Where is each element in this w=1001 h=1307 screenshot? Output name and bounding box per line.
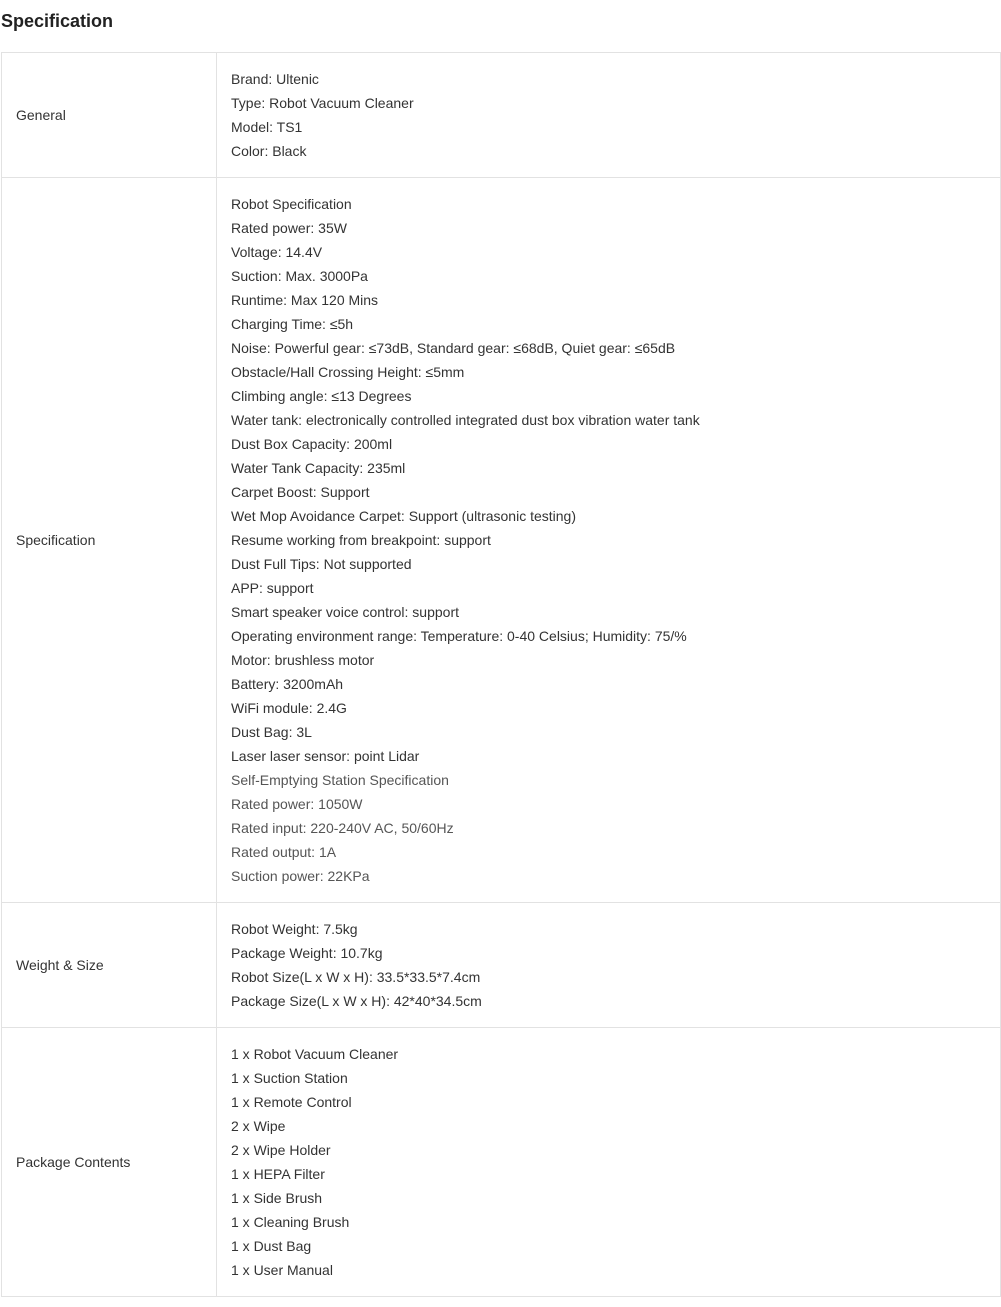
spec-line: 1 x Remote Control [231,1094,352,1110]
spec-line: Dust Bag: 3L [231,724,312,740]
spec-row-weight-size [2,903,1001,1028]
spec-line: Robot Size(L x W x H): 33.5*33.5*7.4cm [231,969,481,985]
spec-table-body [2,53,1001,1297]
spec-line: Rated output: 1A [231,844,337,860]
spec-line: Self-Emptying Station Specification [231,772,449,788]
spec-line: Motor: brushless motor [231,652,375,668]
details-cell [217,178,1001,903]
spec-line: Obstacle/Hall Crossing Height: ≤5mm [231,364,465,380]
spec-line: 1 x Robot Vacuum Cleaner [231,1046,399,1062]
spec-line: 1 x Cleaning Brush [231,1214,350,1230]
spec-line: 1 x Suction Station [231,1070,348,1086]
spec-line: Battery: 3200mAh [231,676,344,692]
spec-line: Color: Black [231,143,307,159]
spec-line: Smart speaker voice control: support [231,604,459,620]
spec-line: Dust Box Capacity: 200ml [231,436,393,452]
spec-table [1,52,1001,1297]
details-cell [217,903,1001,1028]
spec-row-specification [2,178,1001,903]
spec-line: Suction power: 22KPa [231,868,370,884]
spec-line: Robot Specification [231,196,352,212]
spec-line: APP: support [231,580,314,596]
spec-line: Package Size(L x W x H): 42*40*34.5cm [231,993,482,1009]
spec-line: Dust Full Tips: Not supported [231,556,412,572]
spec-line: 1 x Dust Bag [231,1238,312,1254]
spec-line: Water tank: electronically controlled integrated dust box vibration water tank [231,412,700,428]
category-label: Weight & Size [2,903,217,1028]
spec-line: Type: Robot Vacuum Cleaner [231,95,414,111]
spec-line: Rated power: 35W [231,220,347,236]
spec-line: 2 x Wipe [231,1118,286,1134]
spec-line: Carpet Boost: Support [231,484,370,500]
spec-line: Rated input: 220-240V AC, 50/60Hz [231,820,454,836]
spec-line: 2 x Wipe Holder [231,1142,331,1158]
category-label: General [2,53,217,178]
page-title: Specification [1,11,114,31]
category-label: Specification [2,178,217,903]
spec-line: Noise: Powerful gear: ≤73dB, Standard gear: ≤68dB, Quiet gear: ≤65dB [231,340,676,356]
spec-line: 1 x User Manual [231,1262,333,1278]
spec-line: 1 x Side Brush [231,1190,323,1206]
spec-row-package-contents [2,1028,1001,1297]
category-label: Package Contents [2,1028,217,1297]
spec-line: 1 x HEPA Filter [231,1166,325,1182]
spec-line: Climbing angle: ≤13 Degrees [231,388,412,404]
spec-line: Charging Time: ≤5h [231,316,354,332]
spec-line: WiFi module: 2.4G [231,700,347,716]
spec-line: Laser laser sensor: point Lidar [231,748,420,764]
spec-line: Voltage: 14.4V [231,244,323,260]
spec-line: Resume working from breakpoint: support [231,532,491,548]
spec-line: Package Weight: 10.7kg [231,945,383,961]
spec-line: Runtime: Max 120 Mins [231,292,379,308]
details-cell [217,1028,1001,1297]
spec-line: Model: TS1 [231,119,303,135]
spec-row-general [2,53,1001,178]
spec-line: Robot Weight: 7.5kg [231,921,358,937]
spec-line: Water Tank Capacity: 235ml [231,460,406,476]
spec-line: Brand: Ultenic [231,71,319,87]
spec-line: Suction: Max. 3000Pa [231,268,368,284]
spec-line: Rated power: 1050W [231,796,363,812]
spec-line: Operating environment range: Temperature: 0-40 Celsius; Humidity: 75/% [231,628,687,644]
details-cell [217,53,1001,178]
spec-line: Wet Mop Avoidance Carpet: Support (ultrasonic testing) [231,508,576,524]
